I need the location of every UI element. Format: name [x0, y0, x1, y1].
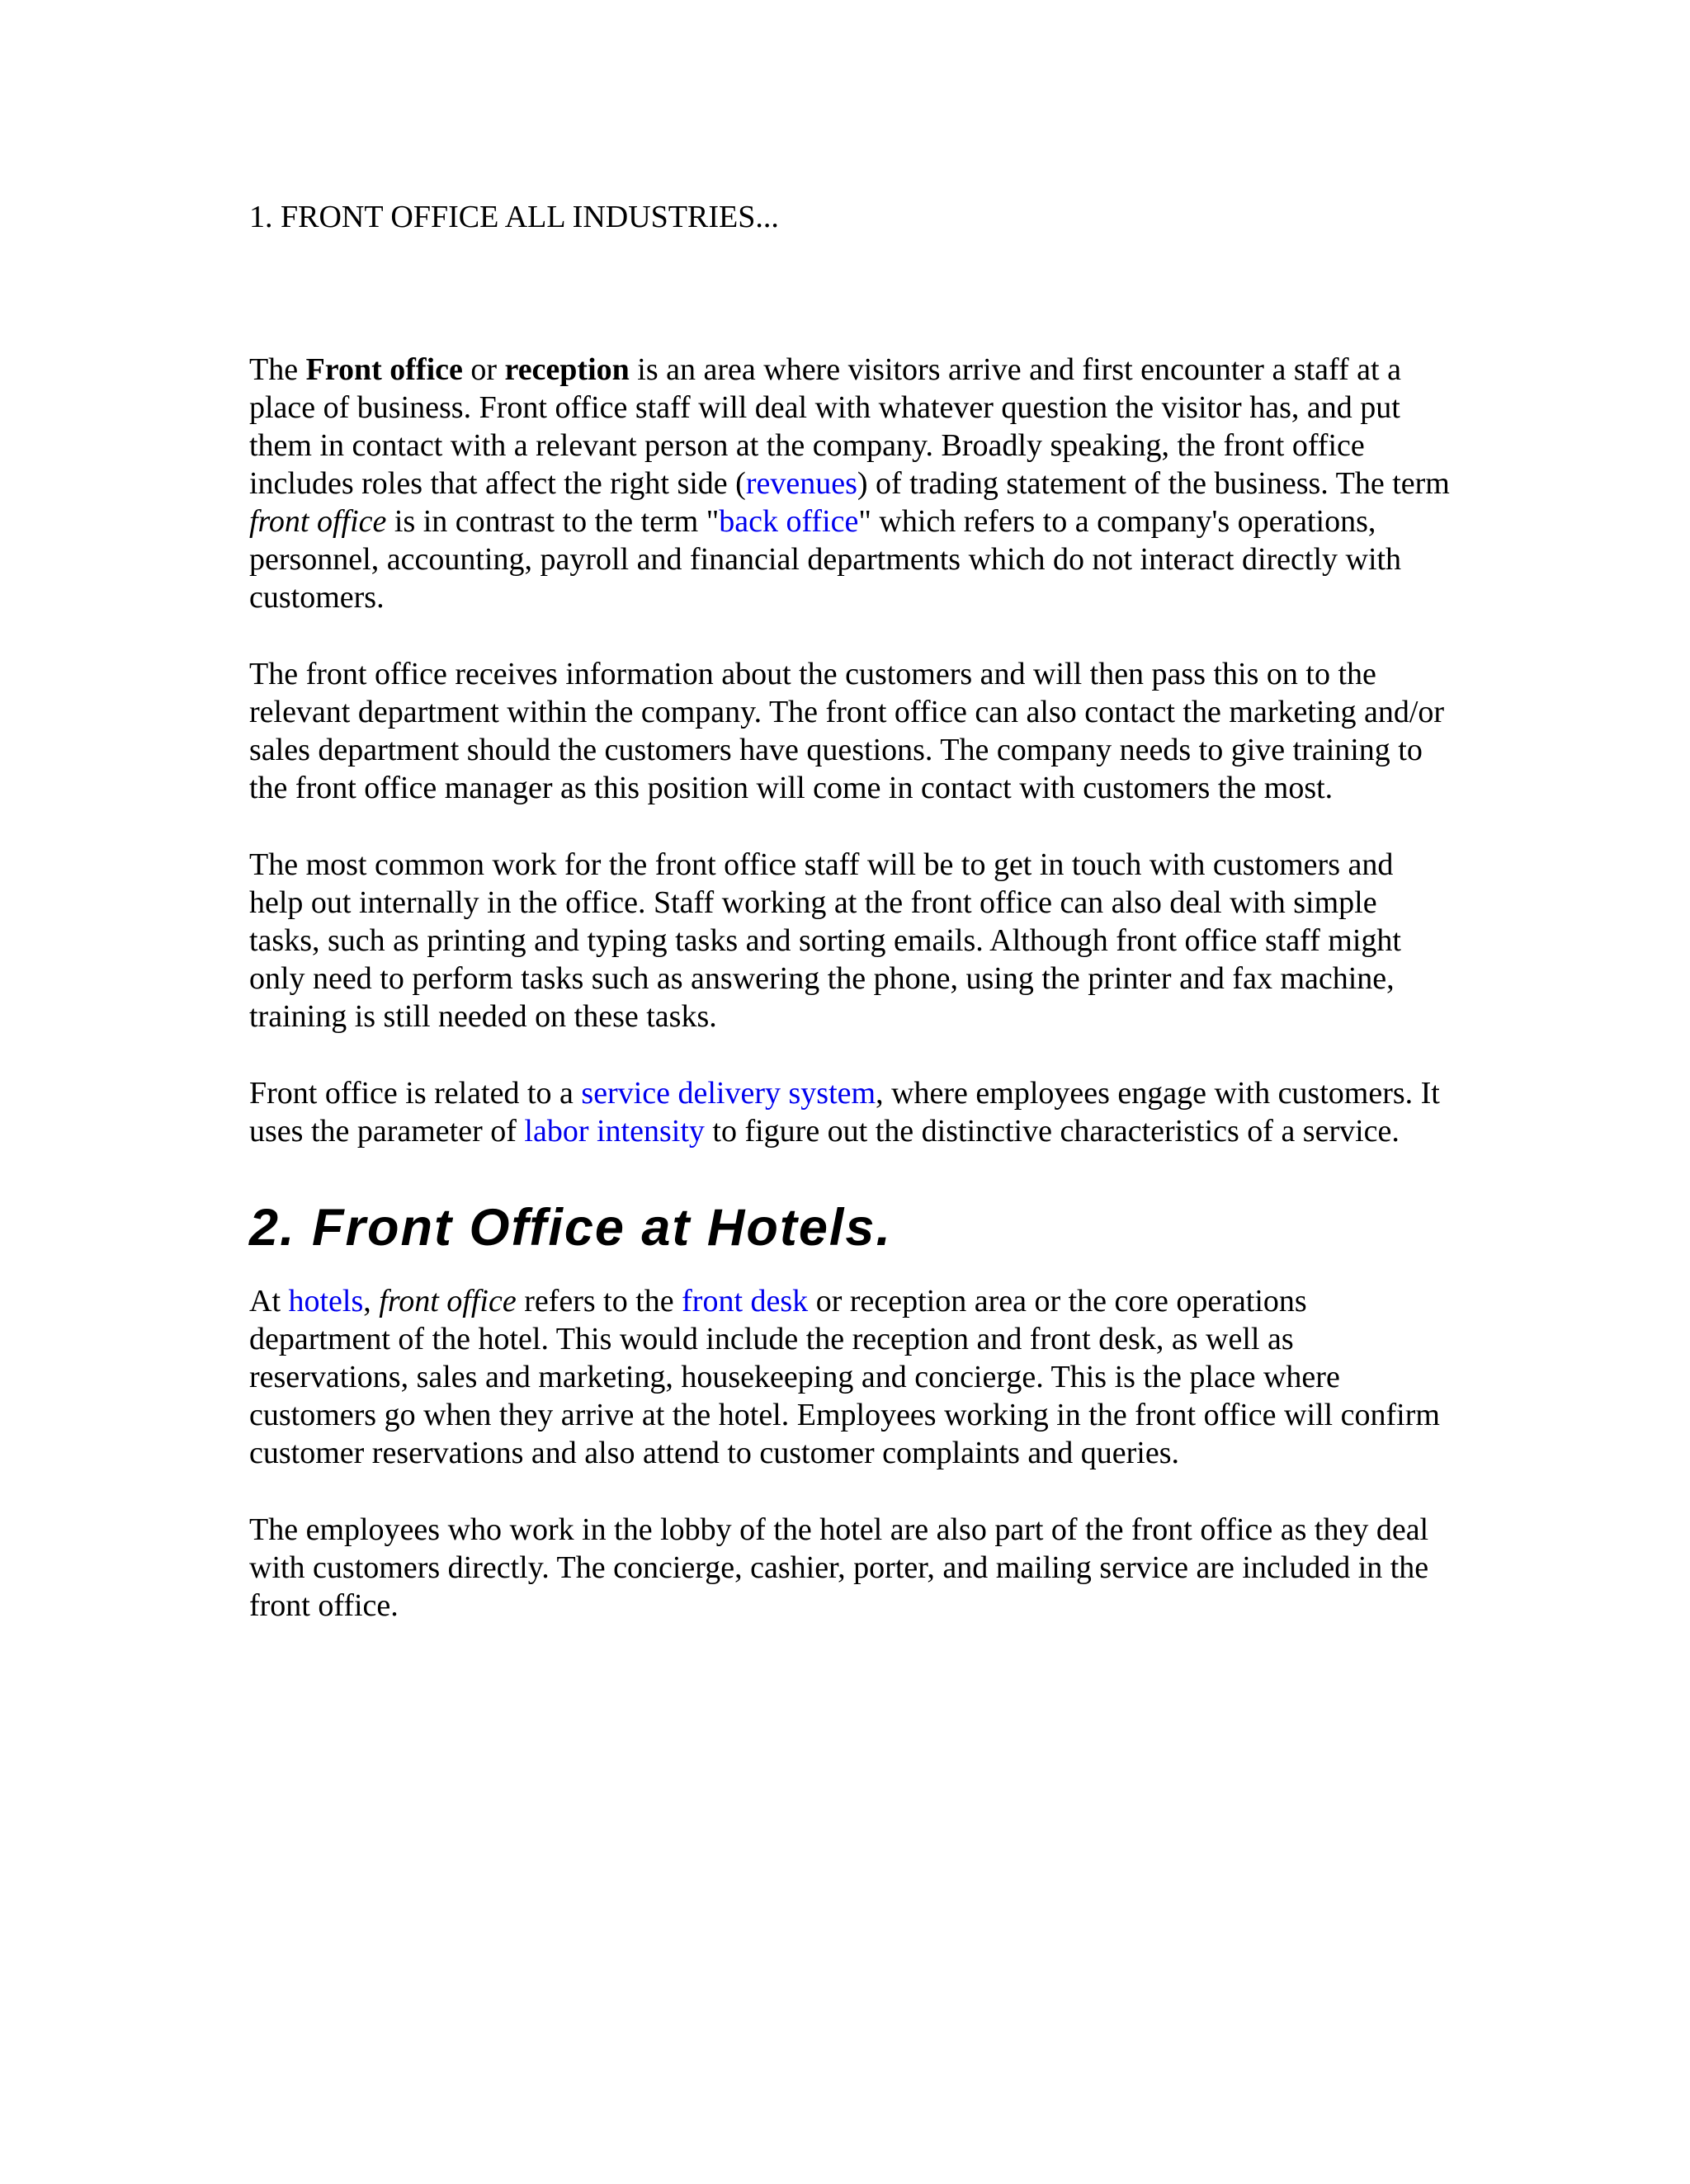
bold-term-front-office: Front office [305, 352, 463, 387]
link-front-desk[interactable]: front desk [682, 1284, 809, 1318]
text-run: The [249, 352, 306, 387]
link-revenues[interactable]: revenues [745, 466, 857, 501]
text-run: At [249, 1284, 289, 1318]
bold-term-reception: reception [504, 352, 630, 387]
section-2-paragraph-1 [249, 1282, 1454, 1472]
section-2-paragraph-2: The employees who work in the lobby of the hotel are also part of the front office as they deal with customers directly. The concierge, cashier, porter, and mailing service are included in the front office. [249, 1512, 1429, 1623]
text-run: is in contrast to the term " [386, 504, 720, 539]
link-back-office[interactable]: back office [719, 504, 859, 539]
text-run: , [363, 1284, 380, 1318]
section-1-paragraph-2: The front office receives information about the customers and will then pass this on to the relevant department within the company. The front office can also contact the marketing and/or sales department should the customers have questions. The company needs to give training to the front office manager as this position will come in contact with customers the most. [249, 657, 1445, 805]
text-run: Front office is related to a [249, 1076, 582, 1111]
link-service-delivery-system[interactable]: service delivery system [581, 1076, 876, 1111]
section-1-heading: 1. FRONT OFFICE ALL INDUSTRIES... [249, 200, 779, 234]
link-hotels[interactable]: hotels [288, 1284, 364, 1318]
text-run: is an area where visitors arrive and first encounter a staff at a place of business. Front office staff will deal with whatever question the visitor has, and put them in contact with a relevant person at the company. Broadly speaking, the front office includes roles that affect the right side ( [249, 352, 1401, 501]
text-run: or [462, 352, 505, 387]
section-1-paragraph-1 [249, 351, 1454, 616]
text-run: to figure out the distinctive characteristics of a service. [704, 1114, 1400, 1149]
italic-term-front-office: front office [379, 1284, 517, 1318]
section-2-heading: 2. Front Office at Hotels. [249, 1199, 892, 1257]
italic-term-front-office: front office [249, 504, 387, 539]
section-1-paragraph-4 [249, 1074, 1454, 1150]
document-page [249, 198, 1454, 1625]
text-run: refers to the [516, 1284, 682, 1318]
link-labor-intensity[interactable]: labor intensity [524, 1114, 705, 1149]
text-run: or reception area or the core operations department of the hotel. This would include the reception and front desk, as well as reservations, sales and marketing, housekeeping and concierge. This is the place where customers go when they arrive at the hotel. Employees working in the front office will confirm customer reservations and also attend to customer complaints and queries. [249, 1284, 1440, 1470]
text-run: " which refers to a company's operations, personnel, accounting, payroll and financial departments which do not interact directly with customers. [249, 504, 1402, 615]
text-run: ) of trading statement of the business. The term [857, 466, 1450, 501]
text-run: , where employees engage with customers. It uses the parameter of [249, 1076, 1440, 1149]
section-1-paragraph-3: The most common work for the front office staff will be to get in touch with customers and help out internally in the office. Staff working at the front office can also deal with simple tasks, such as printing and typing tasks and sorting emails. Although front office staff might only need to perform tasks such as answering the phone, using the printer and fax machine, training is still needed on these tasks. [249, 847, 1401, 1034]
